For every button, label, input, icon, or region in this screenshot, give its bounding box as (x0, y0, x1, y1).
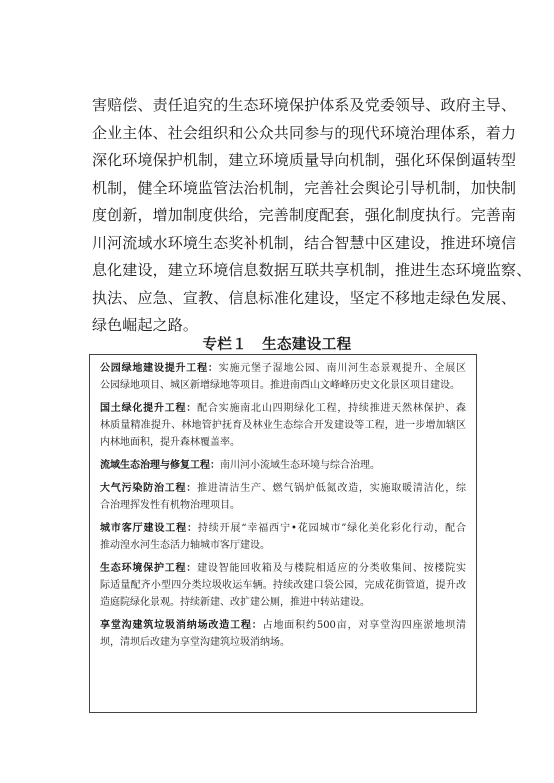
body-paragraph (92, 92, 532, 340)
body-line: 绿色崛起之路。 (92, 316, 199, 334)
box-item-line (100, 560, 466, 577)
box-item-line (100, 520, 466, 537)
box-item-text: 造庭院绿化景观。持续新建、改扩建公厕，推进中转站建设。 (100, 597, 370, 608)
box-item-text: 持续开展“幸福西宁•花园城市”绿化美化彩化行动，配合 (197, 523, 467, 534)
box-item-text: 配合实施南北山四期绿化工程，持续推进天然林保护、森 (197, 403, 467, 414)
box-item-line (100, 617, 466, 634)
box-item (100, 400, 466, 451)
body-line: 执法、应急、宣教、信息标准化建设，坚定不移地走绿色发展、 (92, 288, 517, 307)
box-item-text: 推动湟水河生态活力轴城市客厅建设。 (100, 540, 270, 551)
box-item (100, 520, 466, 554)
box-item (100, 457, 466, 474)
body-line: 度创新，增加制度供给，完善制度配套，强化制度执行。完善南 (92, 206, 517, 224)
box-item-text: 实施元堡子湿地公园、南川河生态景观提升、全展区 (218, 363, 467, 374)
feature-box (89, 354, 477, 713)
box-item-line (100, 377, 466, 394)
box-item-text: 合治理挥发性有机物治理项目。 (100, 500, 240, 511)
body-line: 息化建设，建立环境信息数据互联共享机制，推进生态环境监察、 (92, 261, 532, 279)
box-item-line (100, 434, 466, 451)
box-item-heading: 大气污染防治工程： (100, 483, 198, 494)
box-item-heading: 公园绿地建设提升工程： (100, 363, 219, 374)
body-line: 机制，健全环境监管法治机制，完善社会舆论引导机制，加快制 (92, 178, 517, 197)
box-item-heading: 生态环境保护工程： (100, 563, 198, 574)
box-item-heading: 享堂沟建筑垃圾消纳场改造工程： (100, 620, 263, 631)
box-item-line (100, 537, 466, 554)
box-item-heading: 流域生态治理与修复工程： (100, 460, 220, 471)
box-item (100, 360, 466, 394)
box-item-text: 际适量配齐小型四分类垃圾收运车辆。持续改建口袋公园，完成花街管道，提升改 (100, 580, 466, 591)
box-item-text: 林质量精准提升、林地管护抚育及林业生态综合开发建设等工程，进一步增加辖区 (100, 420, 466, 431)
box-item (100, 480, 466, 514)
box-item-line (100, 634, 466, 651)
box-item-line (100, 480, 466, 497)
box-item-line (100, 457, 466, 474)
box-item-text: 建设智能回收箱及与楼院相适应的分类收集间、按楼院实 (197, 563, 467, 574)
box-item-text: 坝，清坝后改建为享堂沟建筑垃圾消纳场。 (100, 637, 290, 648)
body-line: 害赔偿、责任追究的生态环境保护体系及党委领导、政府主导、 (92, 96, 517, 114)
box-item (100, 617, 466, 651)
body-line: 川河流域水环境生态奖补机制，结合智慧中区建设，推进环境信 (92, 233, 517, 252)
box-item (100, 560, 466, 611)
box-item-line (100, 577, 466, 594)
box-item-heading: 城市客厅建设工程： (100, 523, 198, 534)
box-item-line (100, 594, 466, 611)
box-title: 专栏１ 生态建设工程 (202, 337, 352, 353)
box-item-line (100, 360, 466, 377)
box-item-line (100, 417, 466, 434)
box-item-line (100, 497, 466, 514)
body-line: 企业主体、社会组织和公众共同参与的现代环境治理体系，着力 (92, 123, 517, 142)
box-item-text: 公园绿地项目、城区新增绿地等项目。推进南酉山文峰峰历史文化景区项目建设。 (100, 380, 460, 391)
box-item-text: 南川河小流域生态环境与综合治理。 (220, 460, 380, 471)
box-item-text: 内林地面积，提升森林覆盖率。 (100, 437, 240, 448)
body-line: 深化环境保护机制，建立环境质量导向机制，强化环保倒逼转型 (92, 151, 517, 169)
box-item-text: 占地面积约500亩，对享堂沟四座淤地坝清 (262, 620, 467, 631)
box-item-heading: 国土绿化提升工程： (100, 403, 198, 414)
box-item-text: 推进清洁生产、燃气锅炉低氮改造，实施取暖清洁化，综 (197, 483, 467, 494)
box-item-line (100, 400, 466, 417)
